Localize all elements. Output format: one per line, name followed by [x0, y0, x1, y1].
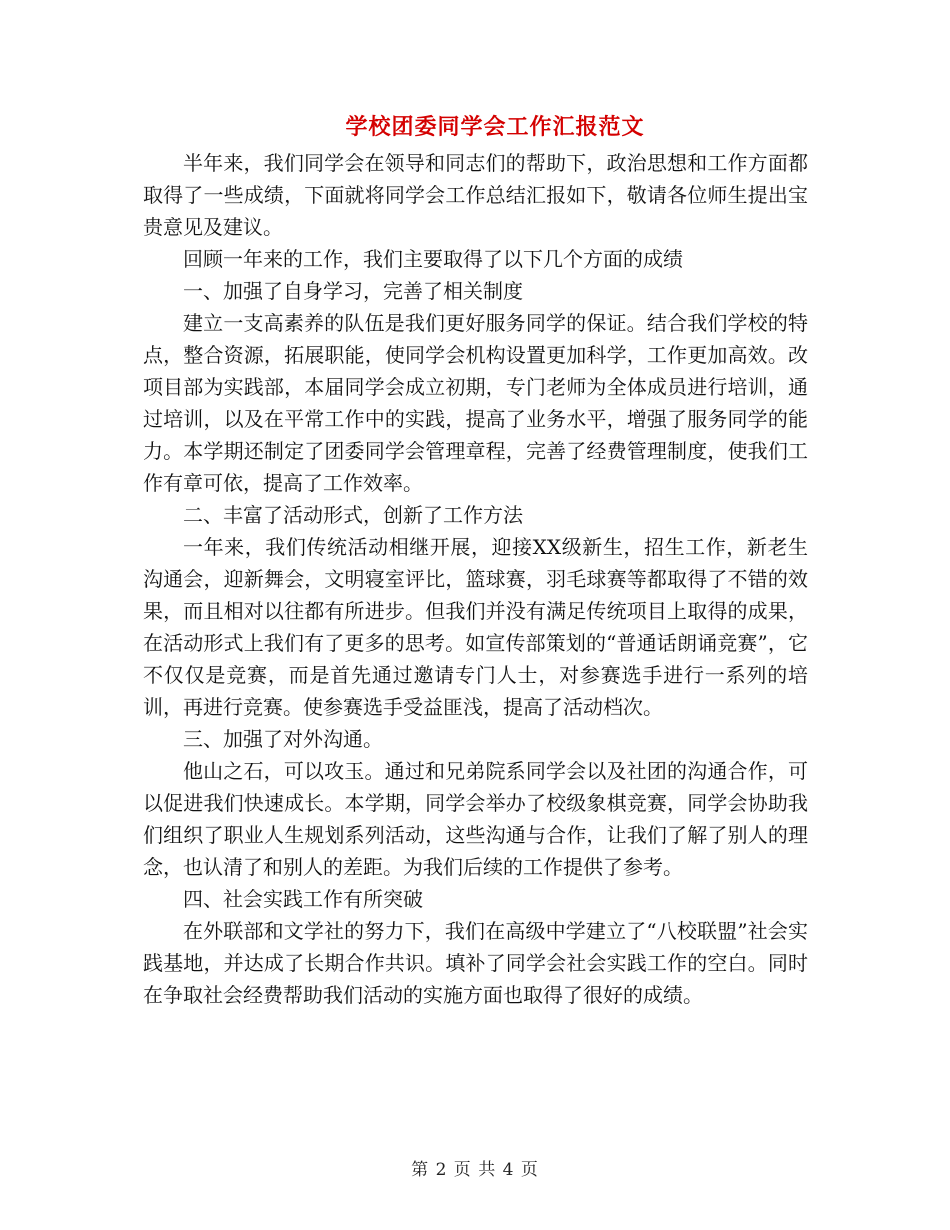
- document-title: 学校团委同学会工作汇报范文: [345, 114, 645, 140]
- paragraph-section-1: 建立一支高素养的队伍是我们更好服务同学的保证。结合我们学校的特点，整合资源，拓展职能，使同学会机构设置更加科学，工作更加高效。改项目部为实践部，本届同学会成立初期，专门老师为全体成员进行培训，通过培训，以及在平常工作中的实践，提高了业务水平，增强了服务同学的能力。本学期还制定了团委同学会管理章程，完善了经费管理制度，使我们工作有章可依，提高了工作效率。: [143, 311, 808, 495]
- document-body: [143, 147, 808, 1011]
- section-heading-1: 一、加强了自身学习，完善了相关制度: [183, 279, 523, 303]
- section-heading-3: 三、加强了对外沟通。: [183, 727, 383, 751]
- page-number-footer: 第 2 页 共 4 页: [411, 1160, 539, 1180]
- paragraph-intro: 半年来，我们同学会在领导和同志们的帮助下，政治思想和工作方面都取得了一些成绩，下面就将同学会工作总结汇报如下，敬请各位师生提出宝贵意见及建议。: [143, 151, 808, 239]
- paragraph-section-4: 在外联部和文学社的努力下，我们在高级中学建立了“八校联盟”社会实践基地，并达成了长期合作共识。填补了同学会社会实践工作的空白。同时在争取社会经费帮助我们活动的实施方面也取得了很好的成绩。: [143, 919, 808, 1007]
- paragraph-review: 回顾一年来的工作，我们主要取得了以下几个方面的成绩: [183, 247, 683, 271]
- paragraph-section-2: 一年来，我们传统活动相继开展，迎接XX级新生，招生工作，新老生沟通会，迎新舞会，文明寝室评比，篮球赛，羽毛球赛等都取得了不错的效果，而且相对以往都有所进步。但我们并没有满足传统项目上取得的成果，在活动形式上我们有了更多的思考。如宣传部策划的“普通话朗诵竞赛”，它不仅仅是竞赛，而是首先通过邀请专门人士，对参赛选手进行一系列的培训，再进行竞赛。使参赛选手受益匪浅，提高了活动档次。: [143, 535, 808, 719]
- paragraph-section-3: 他山之石，可以攻玉。通过和兄弟院系同学会以及社团的沟通合作，可以促进我们快速成长。本学期，同学会举办了校级象棋竞赛，同学会协助我们组织了职业人生规划系列活动，这些沟通与合作，让我们了解了别人的理念，也认清了和别人的差距。为我们后续的工作提供了参考。: [143, 759, 808, 879]
- section-heading-4: 四、社会实践工作有所突破: [183, 887, 423, 911]
- section-heading-2: 二、丰富了活动形式，创新了工作方法: [183, 503, 523, 527]
